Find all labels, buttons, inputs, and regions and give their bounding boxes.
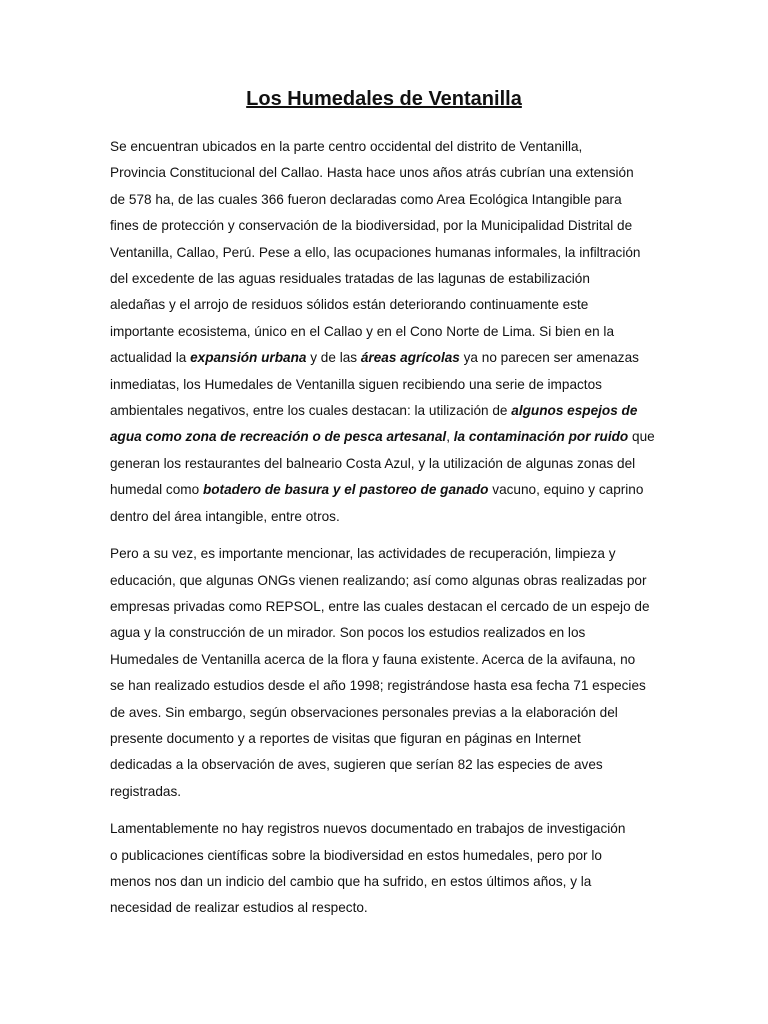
text-run: menos nos dan un indicio del cambio que ha sufrido, en estos últimos años, y la — [110, 873, 592, 889]
text-run: necesidad de realizar estudios al respecto. — [110, 900, 368, 916]
text-line — [110, 160, 663, 186]
paragraph-3 — [110, 816, 663, 922]
text-line — [110, 134, 663, 160]
text-run: Ventanilla, Callao, Perú. Pese a ello, las ocupaciones humanas informales, la infiltración — [110, 244, 641, 260]
document-body — [110, 134, 663, 933]
text-run: ya no parecen ser amenazas — [459, 350, 639, 366]
text-run: de 578 ha, de las cuales 366 fueron declaradas como Area Ecológica Intangible para — [110, 191, 622, 207]
text-run: aledañas y el arrojo de residuos sólidos están deteriorando continuamente este — [110, 297, 589, 313]
text-run: agua y la construcción de un mirador. Son pocos los estudios realizados en los — [110, 625, 586, 641]
text-run: inmediatas, los Humedales de Ventanilla siguen recibiendo una serie de impactos — [110, 376, 602, 392]
text-line — [110, 187, 663, 213]
text-run: generan los restaurantes del balneario Costa Azul, y la utilización de algunas zonas del — [110, 455, 636, 471]
text-line — [110, 240, 663, 266]
text-run: Humedales de Ventanilla acerca de la flora y fauna existente. Acerca de la avifauna, no — [110, 651, 636, 667]
text-line — [110, 700, 663, 726]
text-run: fines de protección y conservación de la biodiversidad, por la Municipalidad Distrital de — [110, 218, 633, 234]
text-line — [110, 843, 663, 869]
text-run: ambientales negativos, entre los cuales destacan: la utilización de — [110, 403, 512, 419]
text-line — [110, 424, 663, 450]
text-run: que — [628, 429, 655, 445]
text-line — [110, 372, 663, 398]
emphasized-text: expansión urbana — [190, 350, 307, 366]
document-title: Los Humedales de Ventanilla — [246, 88, 522, 110]
text-line — [110, 398, 663, 424]
text-run: Provincia Constitucional del Callao. Hasta hace unos años atrás cubrían una extensión — [110, 165, 634, 181]
text-run: vacuno, equino y caprino — [488, 482, 644, 498]
text-line — [110, 620, 663, 646]
text-run: actualidad la — [110, 350, 191, 366]
text-run: dedicadas a la observación de aves, sugieren que serían 82 las especies de aves — [110, 757, 603, 773]
text-line — [110, 816, 663, 842]
text-line — [110, 594, 663, 620]
text-line — [110, 895, 663, 921]
text-run: Pero a su vez, es importante mencionar, las actividades de recuperación, limpieza y — [110, 546, 616, 562]
text-run: registradas. — [110, 783, 182, 799]
text-run: humedal como — [110, 482, 203, 498]
text-line — [110, 726, 663, 752]
text-run: Lamentablemente no hay registros nuevos documentado en trabajos de investigación — [110, 821, 626, 837]
text-run: de aves. Sin embargo, según observaciones personales previas a la elaboración del — [110, 704, 618, 720]
text-line — [110, 345, 663, 371]
text-line — [110, 319, 663, 345]
text-run: , — [446, 429, 454, 445]
emphasized-text: la contaminación por ruido — [453, 429, 629, 445]
paragraph-2 — [110, 541, 663, 805]
text-line — [110, 266, 663, 292]
text-line — [110, 541, 663, 567]
text-line — [110, 568, 663, 594]
paragraph-1 — [110, 134, 663, 530]
text-run: educación, que algunas ONGs vienen realizando; así como algunas obras realizadas por — [110, 572, 647, 588]
text-line — [110, 477, 663, 503]
text-run: o publicaciones científicas sobre la biodiversidad en estos humedales, pero por lo — [110, 847, 602, 863]
text-run: del excedente de las aguas residuales tratadas de las lagunas de estabilización — [110, 271, 590, 287]
emphasized-text: agua como zona de recreación o de pesca artesanal — [110, 429, 447, 445]
text-run: Se encuentran ubicados en la parte centro occidental del distrito de Ventanilla, — [110, 139, 583, 154]
text-line — [110, 752, 663, 778]
text-run: presente documento y a reportes de visitas que figuran en páginas en Internet — [110, 730, 581, 746]
text-run: dentro del área intangible, entre otros. — [110, 508, 340, 524]
emphasized-text: algunos espejos de — [511, 403, 638, 419]
text-run: importante ecosistema, único en el Callao y en el Cono Norte de Lima. Si bien en la — [110, 323, 615, 339]
text-line — [110, 869, 663, 895]
text-line — [110, 213, 663, 239]
text-line — [110, 504, 663, 530]
emphasized-text: áreas agrícolas — [360, 350, 460, 366]
text-line — [110, 451, 663, 477]
text-line — [110, 673, 663, 699]
text-run: se han realizado estudios desde el año 1998; registrándose hasta esa fecha 71 especies — [110, 678, 646, 694]
emphasized-text: botadero de basura y el pastoreo de ganado — [202, 482, 489, 498]
text-line — [110, 779, 663, 805]
text-run: y de las — [306, 350, 361, 366]
text-line — [110, 647, 663, 673]
text-run: empresas privadas como REPSOL, entre las cuales destacan el cercado de un espejo de — [110, 598, 650, 614]
text-line — [110, 292, 663, 318]
